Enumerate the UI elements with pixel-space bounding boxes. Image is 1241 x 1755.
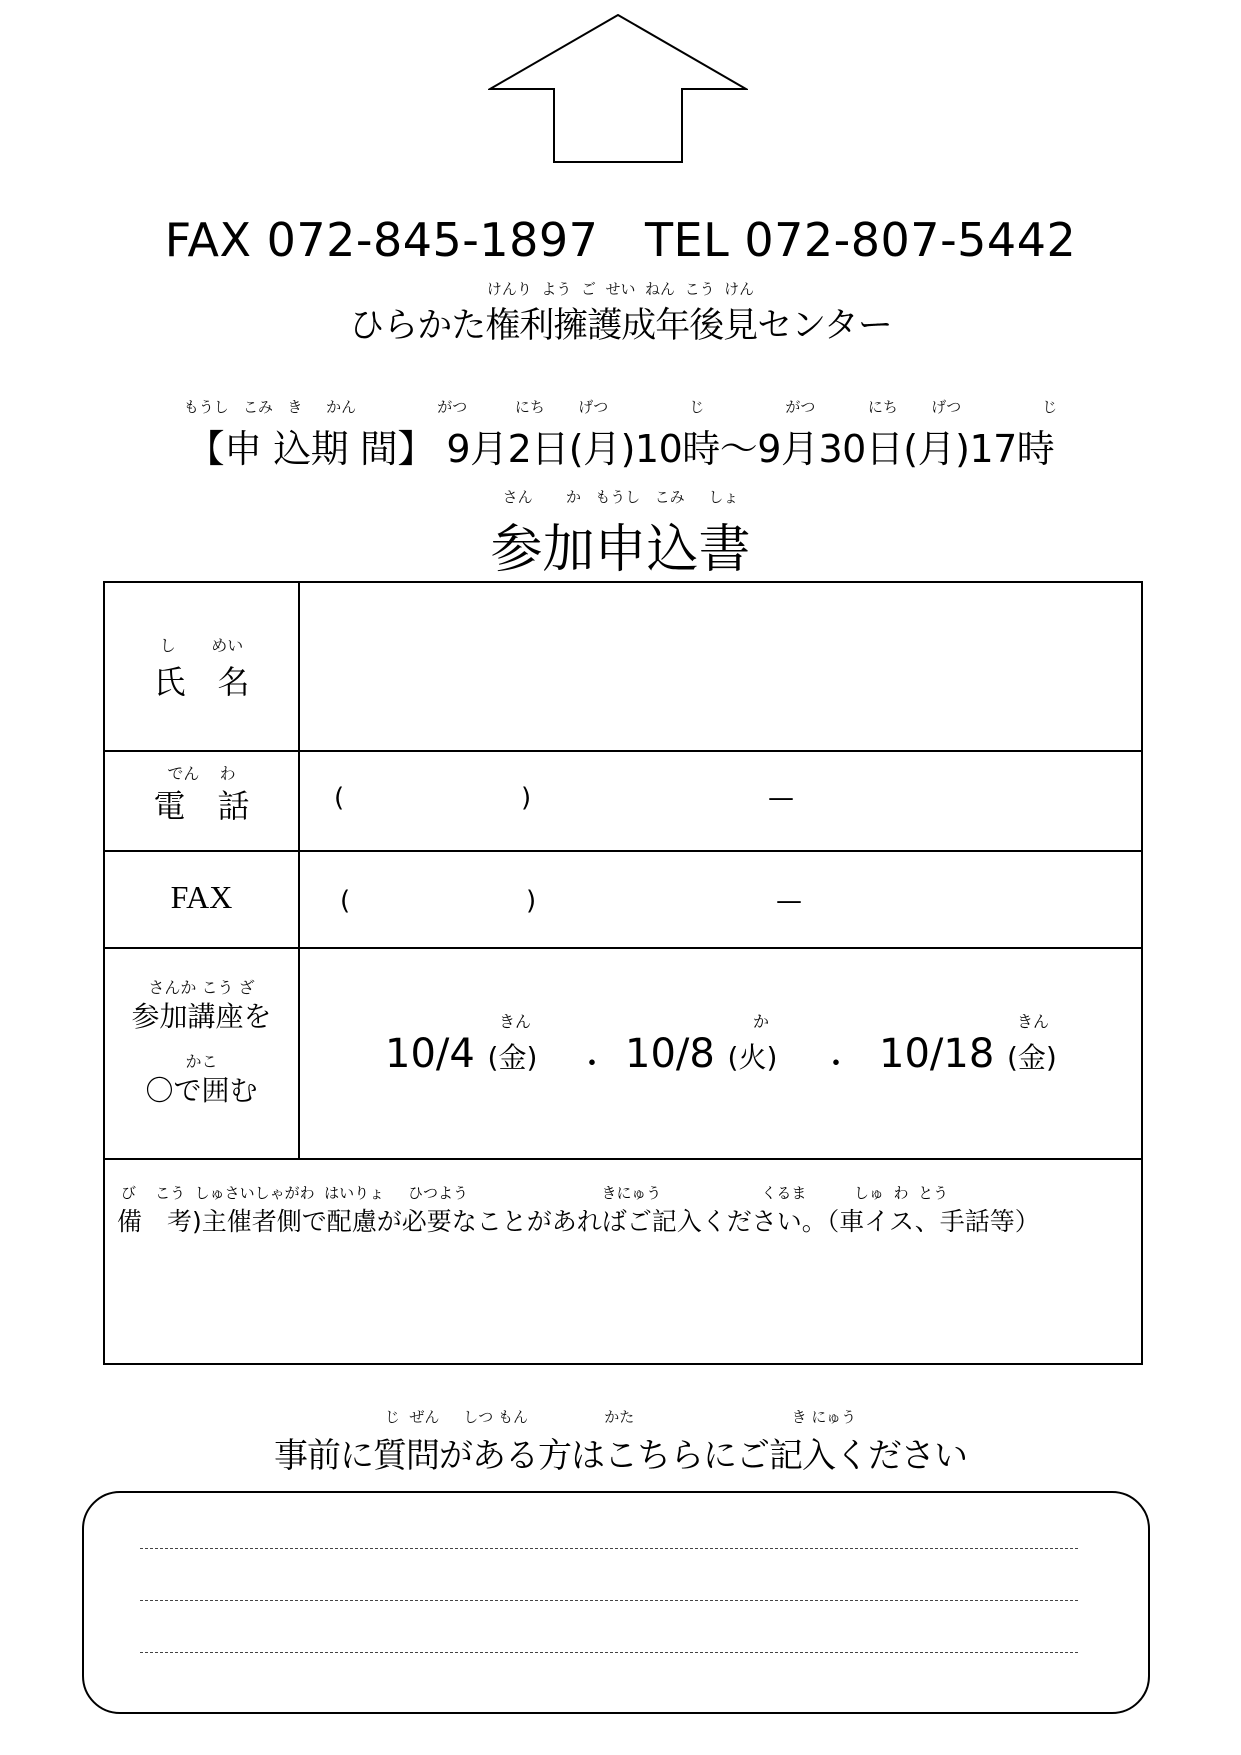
course-option-3[interactable] <box>879 1031 1057 1077</box>
writing-line <box>140 1548 1078 1549</box>
contact-numbers: FAX 072-845-1897 TEL 072-807-5442 <box>164 213 1077 267</box>
phone-dash: — <box>768 783 794 813</box>
remarks-ruby: び こう しゅさいしゃがわ はいりょ ひつよう きにゅう くるま しゅ わ とう <box>121 1184 949 1202</box>
title-ruby: さん か もうし こみ しょ <box>502 488 739 506</box>
course-1-day: (金) <box>487 1041 538 1074</box>
fax-open-paren: ( <box>340 886 351 916</box>
name-label-ruby: し めい <box>159 636 244 655</box>
page-title: 参加申込書 <box>490 520 751 580</box>
application-form <box>103 581 1143 1365</box>
writing-line <box>140 1652 1078 1653</box>
name-field[interactable] <box>302 585 1140 748</box>
phone-label: 電 話 <box>153 787 250 825</box>
remarks-label: 備 考)主催者側で配慮が必要なことがあればご記入ください。（車イス、手話等） <box>117 1207 1040 1236</box>
row-divider <box>105 850 1141 852</box>
course-option-2[interactable] <box>625 1031 777 1077</box>
phone-open-paren: ( <box>334 783 345 813</box>
course-2-ruby: か <box>753 1012 770 1031</box>
course-1-ruby: きん <box>499 1012 532 1031</box>
course-label-ruby-2: かこ <box>185 1052 218 1071</box>
column-divider <box>298 583 300 1160</box>
row-divider <box>105 750 1141 752</box>
application-period: 【申 込期 間】 9月2日(月)10時～9月30日(月)17時 <box>186 427 1055 471</box>
course-instruction: 〇で囲む <box>145 1074 258 1107</box>
phone-close-paren: ) <box>521 783 532 813</box>
period-ruby: もうし こみ き かん がつ にち げつ じ がつ にち げつ じ <box>183 398 1058 416</box>
questions-box[interactable] <box>82 1491 1150 1714</box>
course-3-ruby: きん <box>1017 1012 1050 1031</box>
separator: ・ <box>821 1047 851 1082</box>
course-2-day: (火) <box>727 1041 778 1074</box>
phone-label-ruby: でん わ <box>167 764 236 783</box>
name-label: 氏 名 <box>153 663 250 701</box>
course-1-date: 10/4 <box>385 1031 475 1077</box>
fax-close-paren: ) <box>526 886 537 916</box>
course-label-ruby: さんか こう ざ <box>148 978 255 997</box>
course-label: 参加講座を <box>131 1000 272 1033</box>
up-arrow-icon <box>488 14 748 164</box>
course-option-1[interactable] <box>385 1031 537 1077</box>
fax-dash: — <box>776 886 802 916</box>
course-3-date: 10/18 <box>879 1031 995 1077</box>
questions-heading: 事前に質問がある方はこちらにご記入ください <box>274 1436 967 1476</box>
org-name: ひらかた権利擁護成年後見センター <box>349 306 892 346</box>
org-name-ruby: けんり よう ご せい ねん こう けん <box>486 280 755 298</box>
course-2-date: 10/8 <box>625 1031 715 1077</box>
fax-label: FAX <box>170 879 233 915</box>
writing-line <box>140 1600 1078 1601</box>
course-3-day: (金) <box>1007 1041 1057 1074</box>
remarks-field[interactable] <box>105 1160 1141 1365</box>
questions-ruby: じ ぜん しつ もん かた き にゅう <box>384 1408 857 1426</box>
separator: ・ <box>577 1047 607 1082</box>
fax-field[interactable] <box>302 853 1140 945</box>
phone-field[interactable] <box>302 753 1140 848</box>
row-divider <box>105 947 1141 949</box>
